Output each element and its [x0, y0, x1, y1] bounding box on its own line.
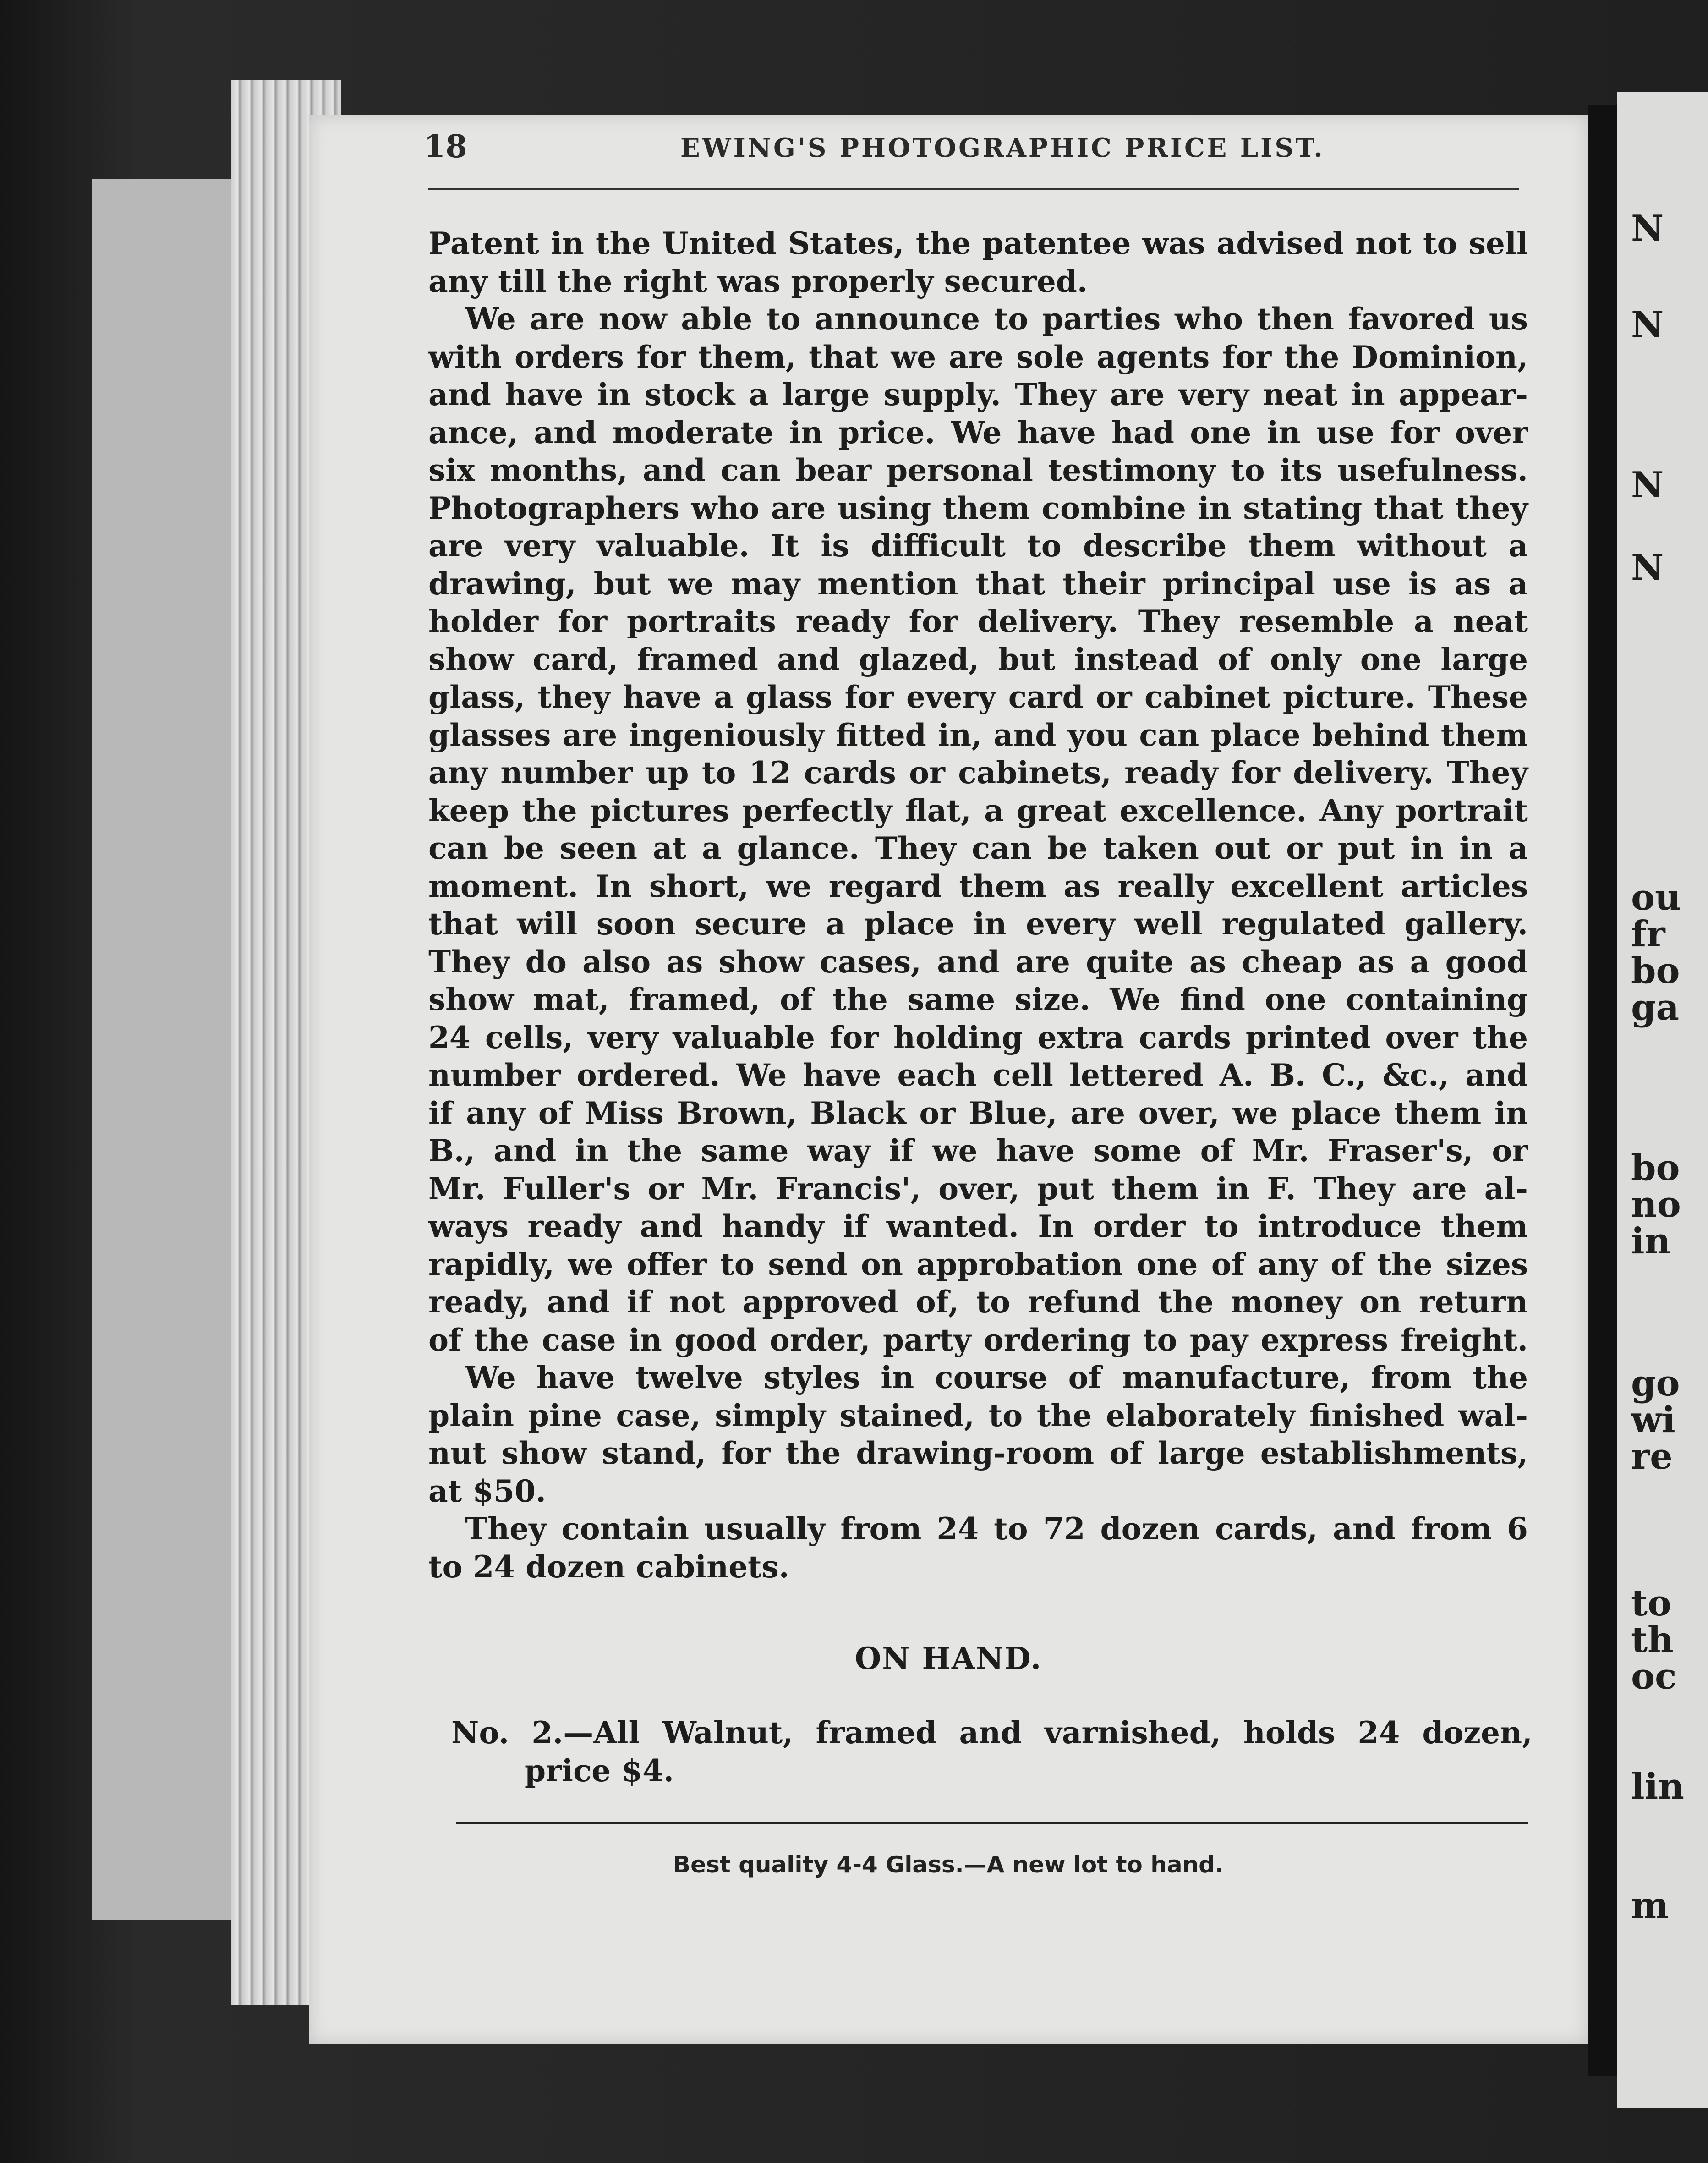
- body-line: Photographers who are using them combine in stating that they: [428, 490, 1528, 526]
- adjacent-page-fragment: in: [1631, 1220, 1671, 1262]
- body-line: drawing, but we may mention that their principal use is as a: [428, 565, 1528, 602]
- body-text: [428, 225, 1528, 1586]
- body-line: show mat, framed, of the same size. We find one containing: [428, 982, 1528, 1017]
- body-line: They do also as show cases, and are quite as cheap as a good: [428, 944, 1528, 980]
- adjacent-page-fragment: N: [1631, 208, 1664, 249]
- body-line: any number up to 12 cards or cabinets, ready for delivery. They: [428, 755, 1528, 791]
- adjacent-page-fragment: wi: [1631, 1399, 1675, 1441]
- body-line: ready, and if not approved of, to refund the money on return: [428, 1284, 1528, 1320]
- adjacent-page-fragment: m: [1631, 1885, 1669, 1927]
- adjacent-page-fragment: N: [1631, 464, 1664, 506]
- body-line: to 24 dozen cabinets.: [428, 1548, 789, 1585]
- page-header: [424, 128, 1569, 165]
- adjacent-page-fragment: oc: [1631, 1656, 1677, 1697]
- page-number: 18: [424, 128, 467, 165]
- body-line: if any of Miss Brown, Black or Blue, are over, we place them in: [428, 1095, 1528, 1131]
- body-line: show card, framed and glazed, but instead of only one large: [428, 641, 1528, 677]
- adjacent-page-fragment: go: [1631, 1362, 1680, 1404]
- item-line: price $4.: [525, 1752, 674, 1789]
- adjacent-page-fragment: N: [1631, 304, 1664, 346]
- footer-note: Best quality 4-4 Glass.—A new lot to hand.: [673, 1851, 1224, 1878]
- adjacent-page-fragment: to: [1631, 1582, 1672, 1624]
- left-shadow-area: [92, 179, 238, 1920]
- body-line: We have twelve styles in course of manufacture, from the: [465, 1360, 1528, 1395]
- body-line: ance, and moderate in price. We have had one in use for over: [428, 414, 1528, 450]
- body-line: can be seen at a glance. They can be taken out or put in in a: [428, 830, 1528, 866]
- body-line: number ordered. We have each cell lettered A. B. C., &c., and: [428, 1057, 1528, 1093]
- item-line: No. 2.—All Walnut, framed and varnished, holds 24 dozen,: [451, 1715, 1533, 1751]
- body-line: six months, and can bear personal testimony to its usefulness.: [428, 452, 1528, 488]
- body-line: of the case in good order, party ordering to pay express freight.: [428, 1322, 1528, 1358]
- adjacent-page-fragment: th: [1631, 1619, 1674, 1661]
- body-line: keep the pictures perfectly flat, a great excellence. Any portrait: [428, 792, 1528, 829]
- book-page: [309, 115, 1588, 2044]
- adjacent-page-fragment: re: [1631, 1436, 1673, 1477]
- body-line: holder for portraits ready for delivery. They resemble a neat: [428, 604, 1528, 639]
- body-line: moment. In short, we regard them as really excellent articles: [428, 868, 1528, 904]
- adjacent-page-fragment: N: [1631, 547, 1664, 588]
- body-line: rapidly, we offer to send on approbation one of any of the sizes: [428, 1246, 1528, 1282]
- body-line: We are now able to announce to parties who then favored us: [465, 301, 1528, 337]
- body-line: and have in stock a large supply. They are very neat in appear-: [428, 377, 1528, 412]
- body-line: They contain usually from 24 to 72 dozen cards, and from 6: [465, 1511, 1528, 1547]
- body-line: at $50.: [428, 1473, 546, 1509]
- adjacent-page-fragment: ou: [1631, 877, 1681, 918]
- adjacent-page: [1617, 92, 1708, 2108]
- body-line: that will soon secure a place in every well regulated gallery.: [428, 906, 1528, 942]
- body-line: glasses are ingeniously fitted in, and you can place behind them: [428, 717, 1528, 753]
- book-gutter: [1588, 105, 1617, 2076]
- header-rule: [428, 188, 1519, 190]
- on-hand-title: ON HAND.: [854, 1641, 1042, 1676]
- running-head: EWING'S PHOTOGRAPHIC PRICE LIST.: [680, 133, 1325, 163]
- body-line: with orders for them, that we are sole agents for the Dominion,: [428, 339, 1528, 375]
- on-hand-item: [451, 1714, 1533, 1790]
- footer-rule: [456, 1822, 1528, 1824]
- body-line: Mr. Fuller's or Mr. Francis', over, put them in F. They are al-: [428, 1170, 1528, 1207]
- body-line: glass, they have a glass for every card or cabinet picture. These: [428, 679, 1528, 715]
- body-line: ways ready and handy if wanted. In order to introduce them: [428, 1208, 1528, 1244]
- body-line: B., and in the same way if we have some of Mr. Fraser's, or: [428, 1133, 1528, 1169]
- body-line: 24 cells, very valuable for holding extra cards printed over the: [428, 1019, 1528, 1055]
- adjacent-page-fragment: ga: [1631, 987, 1680, 1028]
- body-line: are very valuable. It is difficult to describe them without a: [428, 528, 1528, 564]
- body-line: any till the right was properly secured.: [428, 263, 1088, 299]
- body-line: plain pine case, simply stained, to the elaborately finished wal-: [428, 1397, 1528, 1433]
- adjacent-page-fragment: bo: [1631, 950, 1680, 992]
- body-line: Patent in the United States, the patentee was advised not to sell: [428, 225, 1528, 261]
- adjacent-page-fragment: lin: [1631, 1766, 1684, 1807]
- adjacent-page-fragment: no: [1631, 1184, 1681, 1225]
- adjacent-page-fragment: fr: [1631, 913, 1665, 955]
- body-line: nut show stand, for the drawing-room of large establishments,: [428, 1435, 1528, 1471]
- adjacent-page-fragment: bo: [1631, 1147, 1680, 1189]
